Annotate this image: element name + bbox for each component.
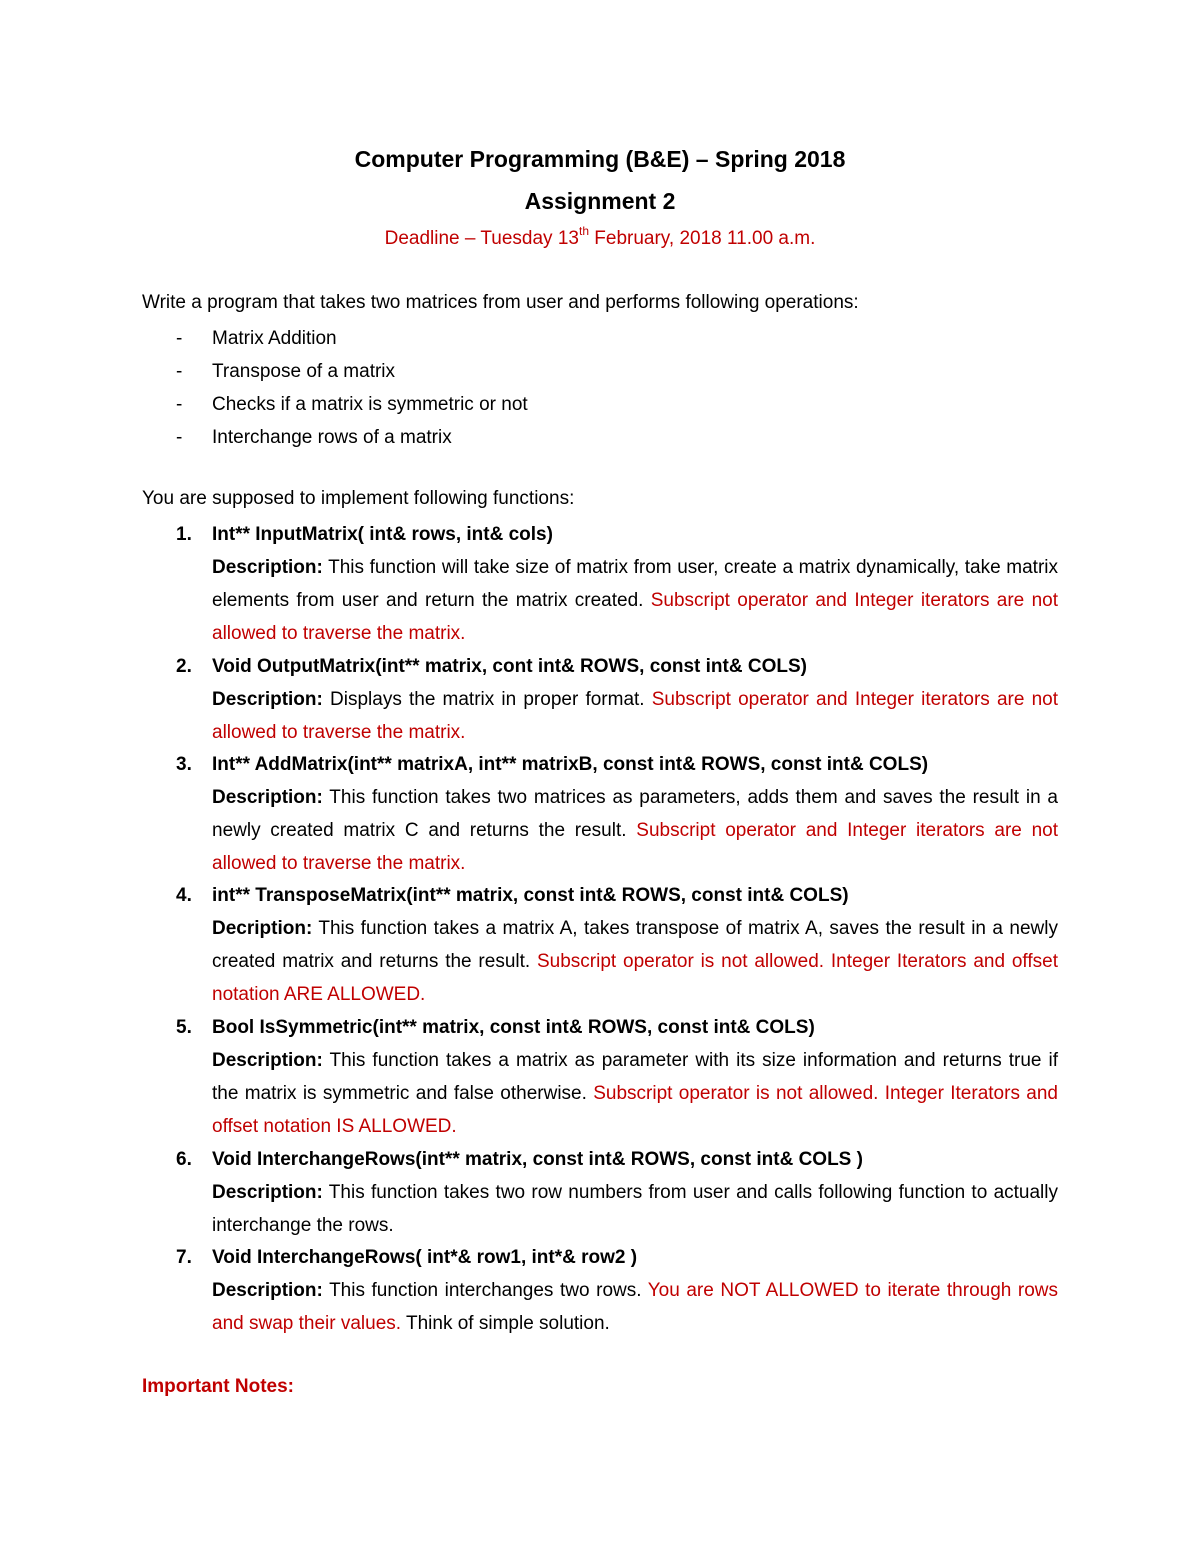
document-title: Computer Programming (B&E) – Spring 2018	[354, 146, 846, 172]
description-warning: You are NOT ALLOWED to iterate through rows and swap their values.	[212, 1280, 1059, 1334]
operation-label: Matrix Addition	[212, 328, 337, 349]
function-description	[212, 912, 1058, 1011]
deadline-suffix: February, 2018 11.00 a.m.	[589, 228, 816, 249]
function-signature: Void InterchangeRows( int*& row1, int*& row2 )	[212, 1247, 638, 1268]
function-number: 5.	[176, 1017, 192, 1038]
function-signature: Void InterchangeRows(int** matrix, const int& ROWS, const int& COLS )	[212, 1149, 863, 1170]
dash-bullet: -	[176, 328, 183, 349]
function-description	[212, 1274, 1058, 1340]
description-label: Description:	[212, 557, 323, 578]
list-item	[142, 322, 528, 355]
description-warning: Subscript operator and Integer iterators are not allowed to traverse the matrix.	[212, 820, 1058, 874]
function-signature: Int** InputMatrix( int& rows, int& cols)	[212, 524, 553, 545]
deadline-superscript: th	[578, 224, 589, 238]
description-label: Description:	[212, 1050, 323, 1071]
dash-bullet: -	[176, 361, 183, 382]
function-signature: Void OutputMatrix(int** matrix, cont int& ROWS, const int& COLS)	[212, 656, 807, 677]
operation-label: Interchange rows of a matrix	[212, 427, 452, 448]
function-signature: int** TransposeMatrix(int** matrix, const int& ROWS, const int& COLS)	[212, 885, 849, 906]
dash-bullet: -	[176, 427, 183, 448]
function-number: 7.	[176, 1247, 192, 1268]
description-warning: Subscript operator is not allowed. Integer Iterators and offset notation IS ALLOWED.	[212, 1083, 1058, 1137]
functions-intro: You are supposed to implement following functions:	[142, 488, 575, 509]
intro-paragraph: Write a program that takes two matrices from user and performs following operations:	[142, 292, 859, 313]
function-item-5	[176, 1011, 1058, 1143]
description-label: Description:	[212, 1182, 323, 1203]
function-item-3	[176, 748, 1058, 880]
function-number: 6.	[176, 1149, 192, 1170]
deadline-line	[0, 224, 1200, 250]
list-item	[142, 421, 528, 454]
description-text: This function interchanges two rows.	[322, 1280, 648, 1301]
function-item-1	[176, 518, 1058, 650]
function-number: 2.	[176, 656, 192, 677]
list-item	[142, 355, 528, 388]
function-item-7	[176, 1241, 1059, 1340]
description-text: This function takes two matrices as parameters, adds them and saves the result in a newly created matrix C and returns the result.	[212, 787, 1058, 841]
important-notes-heading: Important Notes:	[142, 1376, 294, 1397]
operations-list	[142, 322, 528, 454]
description-text: This function takes two row numbers from user and calls following function to actually interchange the rows.	[212, 1182, 1058, 1236]
list-item	[142, 388, 528, 421]
description-warning: Subscript operator and Integer iterators are not allowed to traverse the matrix.	[212, 590, 1058, 644]
description-text: Displays the matrix in proper format.	[322, 689, 652, 710]
description-text: This function takes a matrix A, takes transpose of matrix A, saves the result in a newly created matrix and returns the result.	[212, 918, 1058, 972]
function-number: 3.	[176, 754, 192, 775]
function-item-6	[176, 1143, 1058, 1242]
description-label: Description:	[212, 1280, 323, 1301]
function-description	[212, 1176, 1058, 1242]
function-description	[212, 551, 1058, 650]
operation-label: Checks if a matrix is symmetric or not	[212, 394, 528, 415]
description-text: This function takes a matrix as parameter with its size information and returns true if the matrix is symmetric and false otherwise.	[212, 1050, 1058, 1104]
function-item-4	[176, 879, 1058, 1011]
function-description	[212, 781, 1058, 880]
function-signature: Int** AddMatrix(int** matrixA, int** matrixB, const int& ROWS, const int& COLS)	[212, 754, 929, 775]
function-item-2	[176, 650, 1058, 749]
function-number: 1.	[176, 524, 192, 545]
operation-label: Transpose of a matrix	[212, 361, 396, 382]
function-description	[212, 1044, 1058, 1143]
description-after: Think of simple solution.	[401, 1313, 610, 1334]
assignment-heading: Assignment 2	[524, 188, 676, 214]
description-warning: Subscript operator and Integer iterators are not allowed to traverse the matrix.	[212, 689, 1058, 743]
deadline-prefix: Deadline – Tuesday 13	[384, 228, 579, 249]
description-label: Description:	[212, 787, 323, 808]
dash-bullet: -	[176, 394, 183, 415]
function-signature: Bool IsSymmetric(int** matrix, const int& ROWS, const int& COLS)	[212, 1017, 815, 1038]
description-warning: Subscript operator is not allowed. Integer Iterators and offset notation ARE ALLOWED.	[212, 951, 1058, 1005]
function-description	[212, 683, 1058, 749]
description-text: This function will take size of matrix from user, create a matrix dynamically, take matrix elements from user and return the matrix created.	[212, 557, 1058, 611]
description-label: Description:	[212, 689, 323, 710]
description-label: Decription:	[212, 918, 313, 939]
function-number: 4.	[176, 885, 192, 906]
